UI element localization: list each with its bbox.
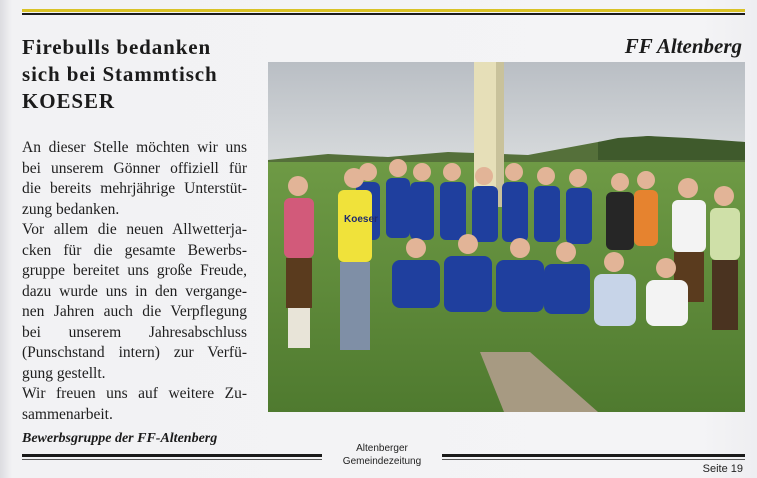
article-line: Vor allem die neuen Allwetterja- xyxy=(22,221,247,238)
article-line: cken für die gesamte Bewerbs- xyxy=(22,241,247,259)
article-headline xyxy=(22,34,262,115)
article-line: dazu wurde uns in den vergange- xyxy=(22,282,247,300)
article-line: sammenarbeit. xyxy=(22,405,113,423)
headline-line: Firebulls bedanken xyxy=(22,35,212,59)
article-line: An dieser Stelle möchten wir uns xyxy=(22,139,247,156)
article-line: gruppe bereitet uns große Freude, xyxy=(22,262,247,279)
article-line: Wir freuen uns auf weitere Zu- xyxy=(22,385,247,402)
shirt-print: Koeser xyxy=(344,214,378,225)
section-title: FF Altenberg xyxy=(624,34,742,58)
article-signature: Bewerbsgruppe der FF-Altenberg xyxy=(22,431,218,446)
headline-line: KOESER xyxy=(22,89,115,113)
publication-name xyxy=(322,442,442,468)
publication-name-line1: Altenberger xyxy=(356,443,408,454)
top-accent-rule xyxy=(22,9,745,12)
article-line: nen Jahren auch die Verpflegung xyxy=(22,303,247,320)
article-line: zung bedanken. xyxy=(22,200,120,218)
group-photo xyxy=(268,62,745,412)
footer-rule-right-thin xyxy=(442,459,745,460)
footer-rule-right xyxy=(442,454,745,457)
headline-line: sich bei Stammtisch xyxy=(22,62,218,86)
footer-rule-left xyxy=(22,454,322,457)
article-line: die bereits mehrjährige Unterstüt- xyxy=(22,180,247,197)
publication-name-line2: Gemeindezeitung xyxy=(342,456,422,467)
article-line: bei unserem Gönner offiziell für xyxy=(22,159,247,177)
footer-rule-left-thin xyxy=(22,459,322,460)
article-line: gung gestellt. xyxy=(22,364,106,382)
article-line: bei unserem Jahresabschluss xyxy=(22,323,247,341)
article-line: (Punschstand intern) zur Verfü- xyxy=(22,344,247,361)
top-rule xyxy=(22,13,745,15)
page-number: Seite 19 xyxy=(702,463,743,475)
article-body xyxy=(22,138,247,425)
